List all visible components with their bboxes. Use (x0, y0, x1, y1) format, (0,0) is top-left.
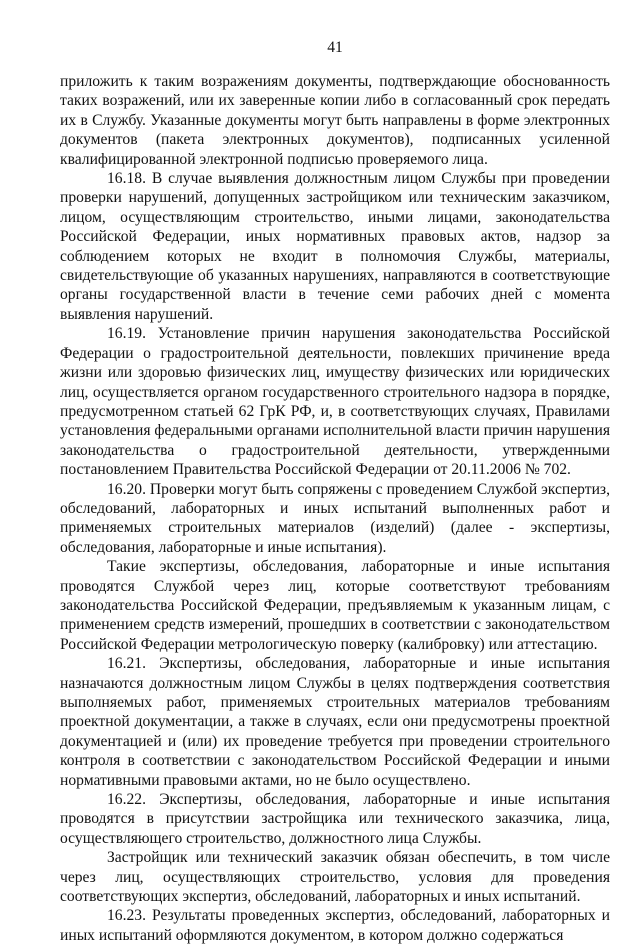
paragraph-clause-16-20: 16.20. Проверки могут быть сопряжены с проведением Службой экспертиз, обследований, лабораторных и иных испытаний выполненных работ и применяемых строительных материалов (изделий) (далее - экспертизы, обследования, лабораторные и иные испытания). (60, 480, 610, 556)
paragraph-clause-16-23: 16.23. Результаты проведенных экспертиз, обследований, лабораторных и иных испытаний оформляются документом, в котором должно содержаться (60, 907, 610, 944)
paragraph-clause-16-18: 16.18. В случае выявления должностным лицом Службы при проведении проверки нарушений, допущенных застройщиком или техническим заказчиком, лицом, осуществляющим строительство, иными лицами, законодательства Российской Федерации, иных нормативных правовых актов, надзор за соблюдением которых не входит в полномочия Службы, материалы, свидетельствующие об указанных нарушениях, направляются в соответствующие органы государственной власти в течение семи рабочих дней с момента выявления нарушений. (60, 170, 610, 323)
page-number: 41 (327, 39, 343, 56)
paragraph-clause-16-19: 16.19. Установление причин нарушения законодательства Российской Федерации о градостроительной деятельности, повлекших причинение вреда жизни или здоровью физических лиц, имуществу физических или юридических лиц, осуществляется органом государственного строительного надзора в порядке, предусмотренном статьей 62 ГрК РФ, и, в соответствующих случаях, Правилами установления федеральными органами исполнительной власти причин нарушения законодательства о градостроительной деятельности, утвержденными постановлением Правительства Российской Федерации от 20.11.2006 № 702. (60, 325, 610, 479)
paragraph-clause-16-22: 16.22. Экспертизы, обследования, лабораторные и иные испытания проводятся в присутствии застройщика или технического заказчика, лица, осуществляющего строительство, должностного лица Службы. (60, 791, 610, 847)
paragraph-clause-16-20-continuation: Такие экспертизы, обследования, лабораторные и иные испытания проводятся Службой через лиц, которые соответствуют требованиям законодательства Российской Федерации, предъявляемым к указанным лицам, с применением средств измерений, прошедших в соответствии с законодательством Российской Федерации метрологическую поверку (калибровку) или аттестацию. (60, 558, 610, 653)
document-body (60, 72, 610, 945)
paragraph-continuation: приложить к таким возражениям документы, подтверждающие обоснованность таких возражений, или их заверенные копии либо в согласованный срок передать их в Службу. Указанные документы могут быть направлены в форме электронных документов (пакета электронных документов), подписанных усиленной квалифицированной электронной подписью проверяемого лица. (60, 73, 610, 168)
paragraph-clause-16-22-continuation: Застройщик или технический заказчик обязан обеспечить, в том числе через лиц, осуществляющих строительство, условия для проведения соответствующих экспертиз, обследований, лабораторных и иных испытаний. (60, 849, 610, 906)
paragraph-clause-16-21: 16.21. Экспертизы, обследования, лабораторные и иные испытания назначаются должностным лицом Службы в целях подтверждения соответствия выполняемых работ, применяемых строительных материалов требованиям проектной документации, а также в случаях, если они предусмотрены проектной документацией и (или) их проведение требуется при проведении строительного контроля в соответствии с законодательством Российской Федерации и иными нормативными правовыми актами, но не было осуществлено. (60, 655, 610, 789)
